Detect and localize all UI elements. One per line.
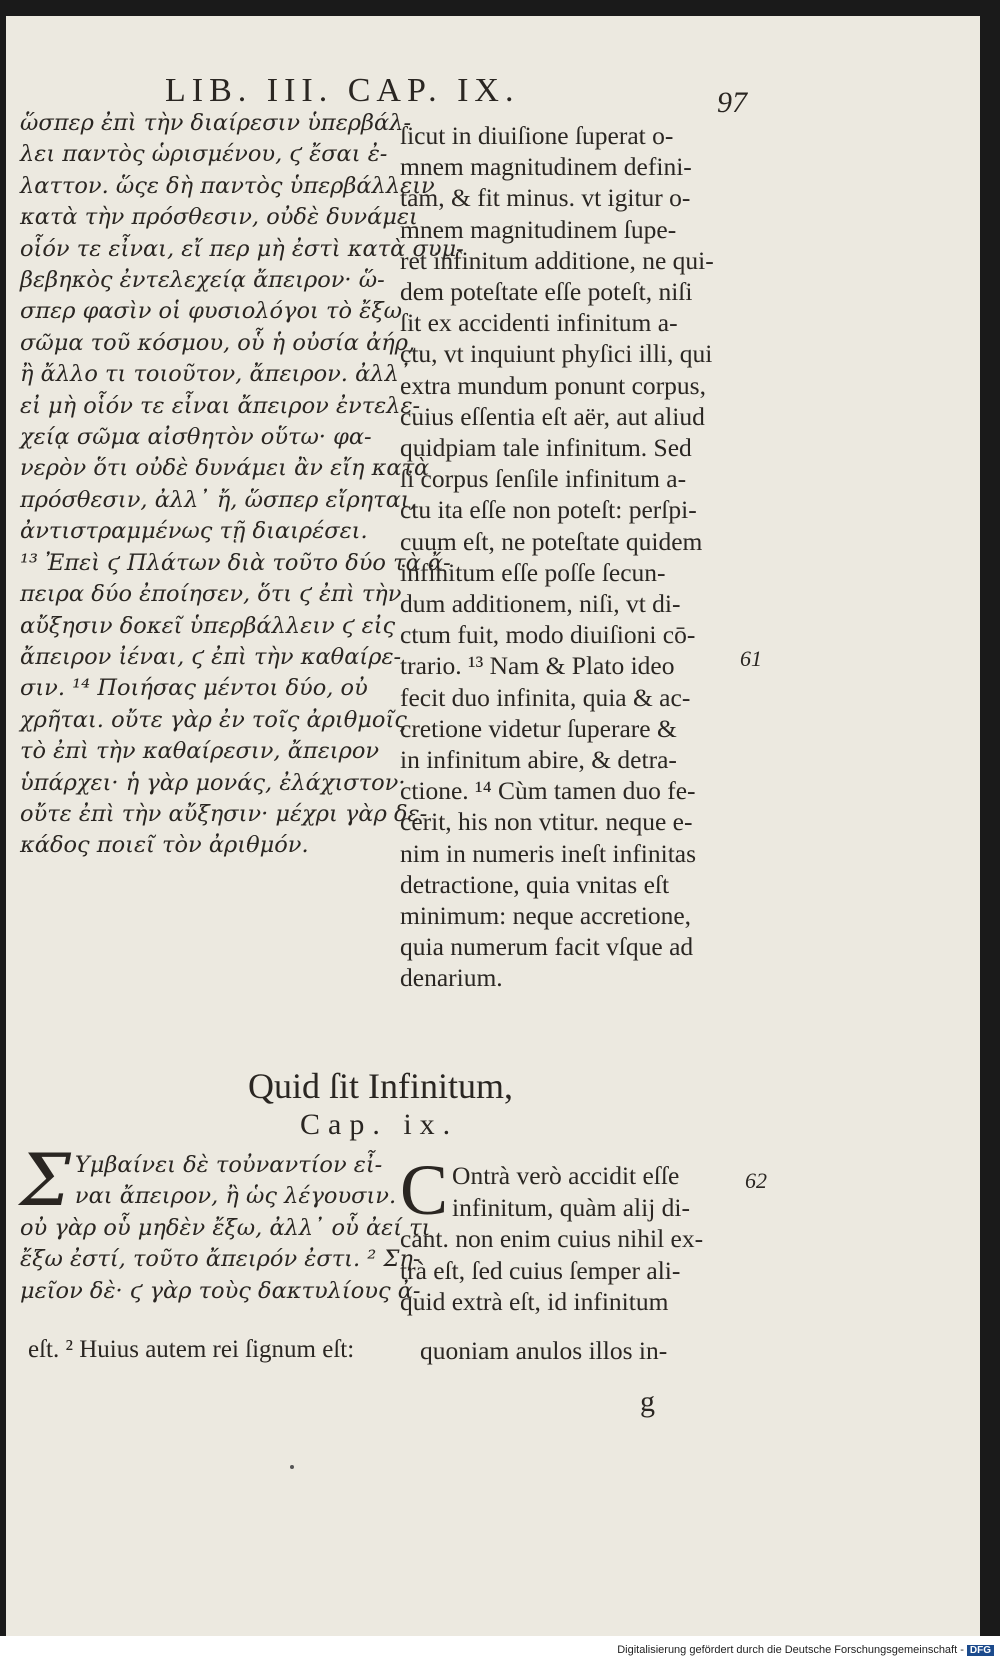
dfg-logo-icon: DFG bbox=[967, 1645, 994, 1656]
latin-line: cant. non enim cuius nihil ex- bbox=[400, 1224, 704, 1254]
greek-line: σιν. ¹⁴ Ποιήσας μέντοι δύο, οὐ bbox=[20, 675, 368, 702]
greek-line: λει παντὸς ὡρισμένου, ϛ ἔσαι ἐ- bbox=[20, 141, 388, 168]
greek-line: λαττον. ὥςε δὴ παντὸς ὑπερβάλλειν bbox=[20, 172, 435, 199]
greek-line: χρῆται. οὔτε γὰρ ἐν τοῖς ἀριθμοῖς bbox=[20, 706, 407, 733]
latin-line: trario. ¹³ Nam & Plato ideo bbox=[400, 651, 675, 681]
latin-line: cerit, his non vtitur. neque e- bbox=[400, 807, 693, 837]
latin-line: mnem magnitudinem ſupe- bbox=[400, 214, 677, 244]
latin-line: Ontrà verò accidit eſſe bbox=[452, 1161, 680, 1190]
latin-line: ctu ita eſſe non poteſt: perſpi- bbox=[400, 495, 697, 525]
latin-text-column-2 bbox=[400, 1150, 750, 1318]
latin-line: tam, & fit minus. vt igitur o- bbox=[400, 183, 691, 213]
latin-line: infinitum eſſe poſſe ſecun- bbox=[400, 557, 666, 587]
greek-line: ὑπάρχει· ἡ γὰρ μονάς, ἐλάχιστον· bbox=[20, 769, 406, 796]
greek-line: ἢ ἄλλο τι τοιοῦτον, ἄπειρον. ἀλλ᾽ bbox=[20, 361, 411, 388]
latin-line: ctum fuit, modo diuiſioni cō- bbox=[400, 620, 696, 650]
greek-line: χείᾳ σῶμα αἰσθητὸν οὕτω· φα- bbox=[20, 424, 372, 451]
greek-line: κάδος ποιεῖ τὸν ἀριθμόν. bbox=[20, 832, 309, 859]
drop-capital: C bbox=[400, 1150, 449, 1230]
latin-line: cuius eſſentia eſt aër, aut aliud bbox=[400, 401, 705, 431]
footer-credit-text: Digitalisierung gefördert durch die Deutsche Forschungsgemeinschaft - bbox=[617, 1644, 964, 1656]
greek-line: οἷόν τε εἶναι, εἴ περ μὴ ἐστὶ κατὰ συμ- bbox=[20, 235, 464, 262]
latin-line: fecit duo infinita, quia & ac- bbox=[400, 682, 691, 712]
running-head: LIB. III. CAP. IX. bbox=[165, 72, 520, 109]
scan-edge-right bbox=[980, 0, 1000, 1663]
latin-line: ſit ex accidenti infinitum a- bbox=[400, 308, 678, 338]
margin-note: 62 bbox=[745, 1168, 767, 1193]
page-number: 97 bbox=[717, 86, 747, 119]
margin-note: 61 bbox=[740, 646, 762, 671]
latin-line: infinitum, quàm alij di- bbox=[452, 1192, 690, 1222]
greek-line: ¹³ Ἐπεὶ ϛ Πλάτων διὰ τοῦτο δύο τὰ ἄ- bbox=[20, 549, 451, 576]
greek-lines bbox=[20, 1138, 431, 1307]
greek-line: ἄπειρον ἰέναι, ϛ ἐπὶ τὴν καθαίρε- bbox=[20, 643, 402, 670]
latin-line: extra mundum ponunt corpus, bbox=[400, 370, 706, 400]
latin-line: dem poteſtate eſſe poteſt, niſi bbox=[400, 277, 693, 307]
latin-line: detractione, quia vnitas eſt bbox=[400, 869, 670, 899]
greek-line: πειρα δύο ἐποίησεν, ὅτι ϛ ἐπὶ τὴν bbox=[20, 581, 402, 608]
latin-line: denarium. bbox=[400, 963, 503, 993]
greek-text-column-2 bbox=[20, 1138, 431, 1307]
greek-line: εἰ μὴ οἷόν τε εἶναι ἄπειρον ἐντελε- bbox=[20, 392, 421, 419]
latin-line: trà eſt, ſed cuius ſemper ali- bbox=[400, 1255, 681, 1285]
latin-line: ctu, vt inquiunt phyſici illi, qui bbox=[400, 339, 713, 369]
catchword: g bbox=[640, 1385, 655, 1418]
greek-line: αὔξησιν δοκεῖ ὑπερβάλλειν ϛ εἰς bbox=[20, 612, 396, 639]
latin-line: cretione videtur ſuperare & bbox=[400, 713, 677, 743]
latin-line: mnem magnitudinem defini- bbox=[400, 152, 692, 182]
ink-speck bbox=[290, 1465, 294, 1469]
latin-line: ſi corpus ſenſile infinitum a- bbox=[400, 464, 687, 494]
greek-line: ἔξω ἐστί, τοῦτο ἄπειρόν ἐστι. ² Ση- bbox=[20, 1246, 421, 1273]
greek-line: Υμβαίνει δὲ τοὐναντίον εἶ- bbox=[74, 1152, 383, 1178]
greek-line: τὸ ἐπὶ τὴν καθαίρεσιν, ἄπειρον bbox=[20, 738, 380, 765]
latin-line: cuum eſt, ne poteſtate quidem bbox=[400, 526, 703, 556]
greek-line: οὐ γὰρ οὗ μηδὲν ἔξω, ἀλλ᾽ οὗ ἀεί τι bbox=[20, 1214, 431, 1241]
latin-text-column bbox=[400, 120, 750, 994]
drop-capital: Σ bbox=[20, 1138, 71, 1222]
latin-line: ſicut in diuiſione ſuperat o- bbox=[400, 121, 674, 150]
greek-text-column bbox=[20, 108, 464, 862]
greek-line: κατὰ τὴν πρόσθεσιν, οὐδὲ δυνάμει bbox=[20, 204, 418, 231]
section-heading: Quid ſit Infinitum, bbox=[248, 1066, 513, 1106]
latin-line: minimum: neque accretione, bbox=[400, 901, 692, 931]
shared-line-left: eſt. ² Huius autem rei ſignum eſt: bbox=[28, 1336, 355, 1363]
greek-line: σῶμα τοῦ κόσμου, οὗ ἡ οὐσία ἀήρ, bbox=[20, 329, 416, 356]
latin-line: ctione. ¹⁴ Cùm tamen duo fe- bbox=[400, 776, 696, 806]
greek-line: οὔτε ἐπὶ τὴν αὔξησιν· μέχρι γὰρ δε- bbox=[20, 800, 428, 827]
latin-line: quid extrà eſt, id infinitum bbox=[400, 1287, 669, 1317]
greek-line: ὥσπερ ἐπὶ τὴν διαίρεσιν ὑπερβάλ- bbox=[20, 110, 412, 136]
footer-credit bbox=[617, 1644, 994, 1656]
greek-line: βεβηκὸς ἐντελεχείᾳ ἄπειρον· ὥ- bbox=[20, 267, 385, 294]
chapter-heading: Cap. ix. bbox=[300, 1108, 459, 1141]
greek-line: πρόσθεσιν, ἀλλ᾽ ἤ, ὥσπερ εἴρηται, bbox=[20, 486, 417, 513]
greek-line: μεῖον δὲ· ϛ γὰρ τοὺς δακτυλίους ἀ- bbox=[20, 1277, 421, 1304]
latin-line: dum additionem, niſi, vt di- bbox=[400, 589, 681, 619]
scan-edge-top bbox=[0, 0, 1000, 16]
latin-line: in infinitum abire, & detra- bbox=[400, 745, 677, 775]
latin-line: quia numerum facit vſque ad bbox=[400, 932, 694, 962]
greek-line: σπερ φασὶν οἱ φυσιολόγοι τὸ ἔξω bbox=[20, 298, 402, 325]
greek-line: ἀντιστραμμένως τῇ διαιρέσει. bbox=[20, 518, 368, 545]
latin-line: ret infinitum additione, ne qui- bbox=[400, 245, 714, 275]
shared-line-right: quoniam anulos illos in- bbox=[420, 1336, 668, 1365]
latin-line: nim in numeris ineſt infinitas bbox=[400, 838, 697, 868]
greek-line: ναι ἄπειρον, ἢ ὡς λέγουσιν. bbox=[74, 1183, 397, 1210]
latin-line: quidpiam tale infinitum. Sed bbox=[400, 433, 692, 463]
greek-line: νερὸν ὅτι οὐδὲ δυνάμει ἂν εἴη κατὰ bbox=[20, 455, 430, 482]
latin-lines bbox=[400, 1150, 750, 1318]
